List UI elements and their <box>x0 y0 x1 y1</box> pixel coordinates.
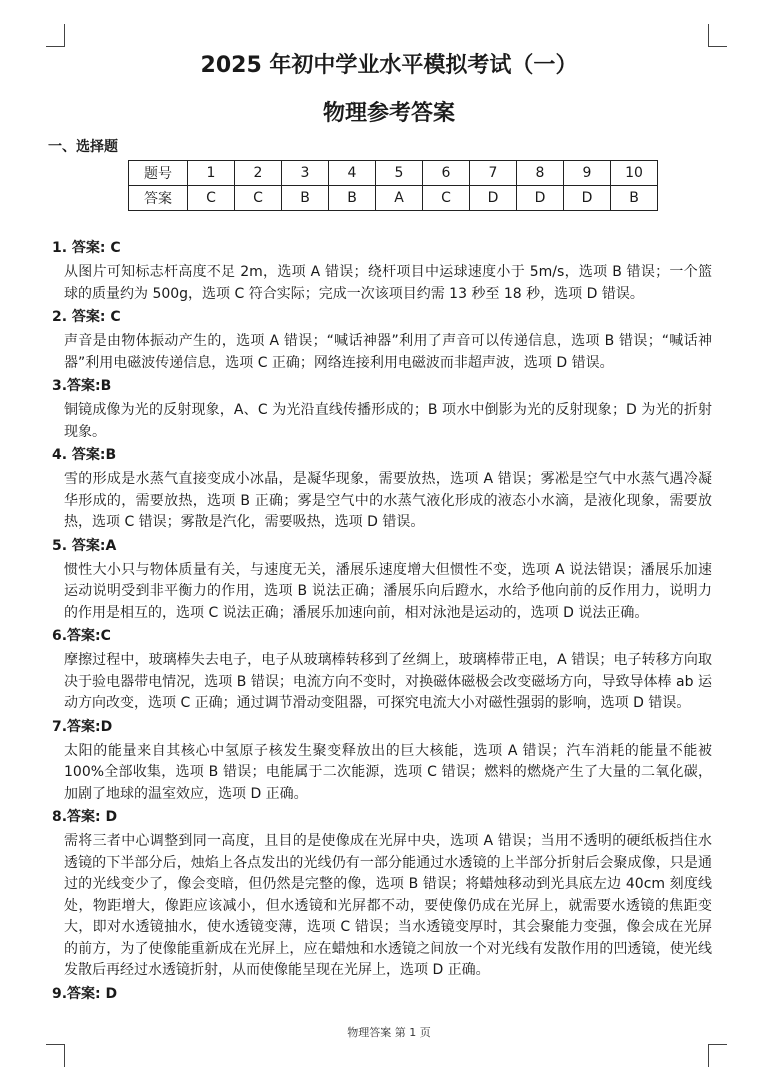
question-block-7 <box>52 717 712 806</box>
answer-cell: C <box>235 186 282 211</box>
question-block-2 <box>52 307 712 374</box>
question-heading: 1. 答案: C <box>52 240 121 256</box>
question-number-cell: 6 <box>423 161 470 186</box>
question-heading: 5. 答案:A <box>52 537 117 554</box>
question-block-3 <box>52 376 712 443</box>
question-number-cell: 2 <box>235 161 282 186</box>
question-heading: 8.答案: D <box>52 809 118 825</box>
question-explanation: 铜镜成像为光的反射现象，A、C 为光沿直线传播形成的；B 项水中倒影为光的反射现象；D 为光的折射现象。 <box>64 402 712 440</box>
question-explanation: 雪的形成是水蒸气直接变成小冰晶，是凝华现象，需要放热，选项 A 错误；雾凇是空气中水蒸气遇冷凝华形成的，需要放热，选项 B 正确；雾是空气中的水蒸气液化形成的液态小水滴，是液化现象，需要放热，选项 C 错误；雾散是汽化，需要吸热，选项 D 错误。 <box>64 471 712 530</box>
answer-cell: C <box>423 186 470 211</box>
answer-cell: A <box>376 186 423 211</box>
crop-mark-top-left <box>46 24 65 47</box>
question-number-cell: 1 <box>188 161 235 186</box>
question-number-cell: 8 <box>517 161 564 186</box>
answer-cell: D <box>470 186 517 211</box>
question-heading: 2. 答案: C <box>52 309 121 325</box>
crop-mark-top-right <box>708 24 727 47</box>
crop-mark-bottom-left <box>46 1044 65 1067</box>
answer-table-number-row <box>129 161 658 186</box>
question-explanation: 太阳的能量来自其核心中氢原子核发生聚变释放出的巨大核能，选项 A 错误；汽车消耗的能量不能被 100%全部收集，选项 B 错误；电能属于二次能源，选项 C 错误；燃料的燃烧产生了大量的二氧化碳，加剧了地球的温室效应，选项 D 正确。 <box>64 742 712 802</box>
question-block-8 <box>52 807 712 982</box>
answer-cell: D <box>517 186 564 211</box>
question-heading: 4. 答案:B <box>52 447 117 463</box>
answer-cell: B <box>329 186 376 211</box>
question-heading: 7.答案:D <box>52 718 113 735</box>
question-explanation: 摩擦过程中，玻璃棒失去电子，电子从玻璃棒转移到了丝绸上，玻璃棒带正电，A 错误；电子转移方向取决于验电器带电情况，选项 B 错误；电流方向不变时，对换磁体磁极会改变磁场方向，导致导体棒 ab 运动方向改变，选项 C 正确；通过调节滑动变阻器，可探究电流大小对磁性强弱的影响，选项 D 错误。 <box>64 652 712 711</box>
question-block-1 <box>52 238 712 305</box>
question-number-cell: 3 <box>282 161 329 186</box>
question-block-6 <box>52 626 712 715</box>
question-explanation: 需将三者中心调整到同一高度，且目的是使像成在光屏中央，选项 A 错误；当用不透明的硬纸板挡住水透镜的下半部分后，烛焰上各点发出的光线仍有一部分能通过水透镜的上半部分折射后会聚成像，只是通过的光线变少了，像会变暗，但仍然是完整的像，选项 B 错误；将蜡烛移动到光具底左边 40cm 刻度线处，物距增大，像距应该减小，但水透镜和光屏都不动，要使像仍成在光屏上，就需要水透镜的焦距变大，即对水透镜抽水，使水透镜变薄，选项 C 错误；当水透镜变厚时，其会聚能力变强，像会成在光屏的前方，为了使像能重新成在光屏上，应在蜡烛和水透镜之间放一个对光线有发散作用的凹透镜，使光线发散后再经过水透镜折射，从而使像能呈现在光屏上，选项 D 正确。 <box>64 833 712 978</box>
answer-cell: B <box>611 186 658 211</box>
question-block-9 <box>52 984 712 1004</box>
page-footer: 物理答案 第 1 页 <box>347 1026 431 1039</box>
answer-cell: D <box>564 186 611 211</box>
question-number-cell: 5 <box>376 161 423 186</box>
exam-title: 2025 年初中学业水平模拟考试（一） <box>200 53 578 78</box>
row-label-question-number: 题号 <box>129 161 188 186</box>
question-explanation: 声音是由物体振动产生的，选项 A 错误；“喊话神器”利用了声音可以传递信息，选项 B 错误；“喊话神器”利用电磁波传递信息，选项 C 正确；网络连接利用电磁波而非超声波，选项 D 错误。 <box>64 333 712 371</box>
answer-cell: C <box>188 186 235 211</box>
answer-table-answer-row <box>129 186 658 211</box>
question-number-cell: 10 <box>611 161 658 186</box>
answer-cell: B <box>282 186 329 211</box>
crop-mark-bottom-right <box>708 1044 727 1067</box>
question-heading: 6.答案:C <box>52 628 111 644</box>
question-number-cell: 4 <box>329 161 376 186</box>
question-heading: 3.答案:B <box>52 378 112 394</box>
question-block-4 <box>52 445 712 534</box>
question-block-5 <box>52 536 712 625</box>
question-heading: 9.答案: D <box>52 985 118 1002</box>
explanations <box>52 238 712 1008</box>
question-explanation: 惯性大小只与物体质量有关，与速度无关，潘展乐速度增大但惯性不变，选项 A 说法错误；潘展乐加速运动说明受到非平衡力的作用，选项 B 说法正确；潘展乐向后蹬水，水给予他向前的反作用力，说明力的作用是相互的，选项 C 说法正确；潘展乐加速向前，相对泳池是运动的，选项 D 说法正确。 <box>64 561 712 621</box>
exam-subtitle: 物理参考答案 <box>322 101 455 126</box>
row-label-answer: 答案 <box>129 186 188 211</box>
question-number-cell: 7 <box>470 161 517 186</box>
answer-table <box>128 160 658 211</box>
section-heading: 一、选择题 <box>48 139 118 155</box>
question-explanation: 从图片可知标志杆高度不足 2m，选项 A 错误；绕杆项目中运球速度小于 5m/s，选项 B 错误；一个篮球的质量约为 500g，选项 C 符合实际；完成一次该项目约需 13 秒至 18 秒，选项 D 错误。 <box>64 264 712 302</box>
question-number-cell: 9 <box>564 161 611 186</box>
